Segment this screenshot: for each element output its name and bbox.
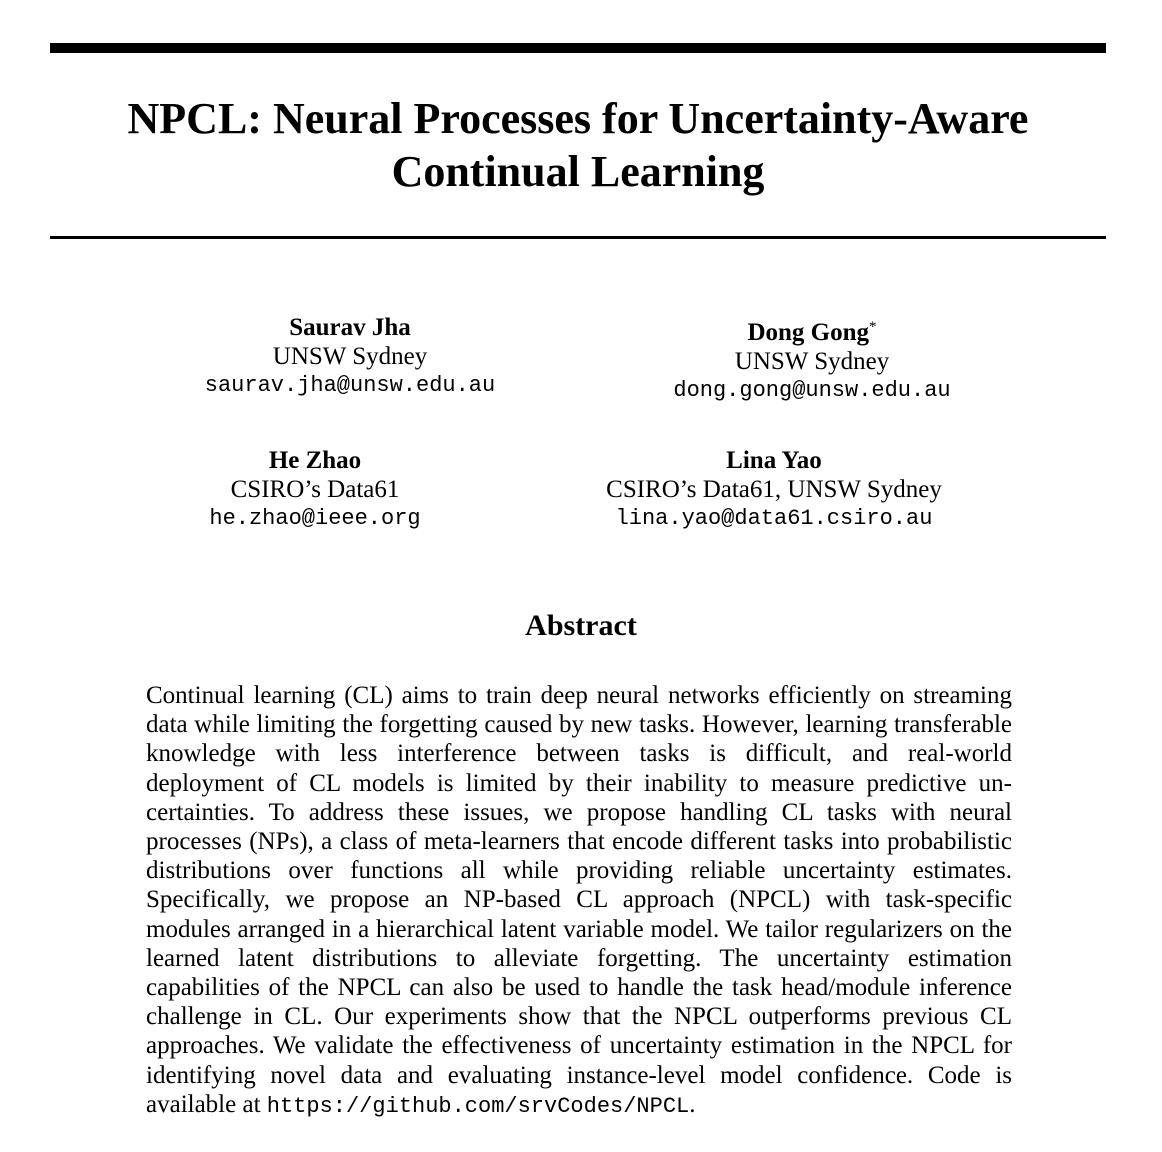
title-bottom-rule xyxy=(50,236,1106,239)
author-block-1 xyxy=(140,313,560,400)
author-name: Lina Yao xyxy=(726,447,822,474)
author-email: saurav.jha@unsw.edu.au xyxy=(204,373,496,398)
author-name: Saurav Jha xyxy=(289,314,411,341)
author-name: Dong Gong* xyxy=(747,319,877,346)
author-affiliation: CSIRO’s Data61, UNSW Sydney xyxy=(606,476,942,503)
author-name: He Zhao xyxy=(268,447,362,474)
author-affiliation: UNSW Sydney xyxy=(272,343,428,370)
author-affiliation: CSIRO’s Data61 xyxy=(230,476,400,503)
corresponding-author-mark: * xyxy=(869,319,877,335)
author-block-2 xyxy=(602,313,1022,405)
title-line-2: Continual Learning xyxy=(391,147,765,196)
abstract-heading: Abstract xyxy=(525,609,637,642)
title-line-1: NPCL: Neural Processes for Uncertainty-Aware xyxy=(127,94,1029,143)
author-email: lina.yao@data61.csiro.au xyxy=(615,506,933,531)
code-link[interactable]: https://github.com/srvCodes/NPCL xyxy=(266,1093,690,1119)
author-affiliation: UNSW Sydney xyxy=(734,348,890,375)
author-block-4 xyxy=(564,446,984,533)
author-email: dong.gong@unsw.edu.au xyxy=(673,378,951,403)
author-block-3 xyxy=(105,446,525,533)
abstract-body xyxy=(146,681,1012,1121)
abstract-text: Continual learning (CL) aims to train deep neural networks efficiently on streaming data while limiting the forgetting caused by new tasks. However, learning transferable knowledge with less interference between tasks is difficult, and real-world deployment of CL models is limited by their inability to measure predictive uncertainties. To address these issues, we propose handling CL tasks with neural processes (NPs), a class of meta-learners that encode different tasks into probabilistic distributions over functions all while providing reliable uncertainty estimates. Specifically, we propose an NP-based CL approach (NPCL) with task-specific modules arranged in a hierarchical latent variable model. We tailor regularizers on the learned latent distributions to alleviate forgetting. The uncertainty estimation capabilities of the NPCL can also be used to handle the task head/module inference challenge in CL. Our experiments show that the NPCL outperforms previous CL approaches. We validate the effectiveness of uncertainty estimation in the NPCL for identifying novel data and evaluating instance-level model confidence. Code is available at xyxy=(146,682,1012,1118)
title-top-rule xyxy=(50,43,1106,53)
author-email: he.zhao@ieee.org xyxy=(209,506,421,531)
abstract-end-punctuation: . xyxy=(689,1090,696,1118)
paper-title xyxy=(50,92,1106,198)
